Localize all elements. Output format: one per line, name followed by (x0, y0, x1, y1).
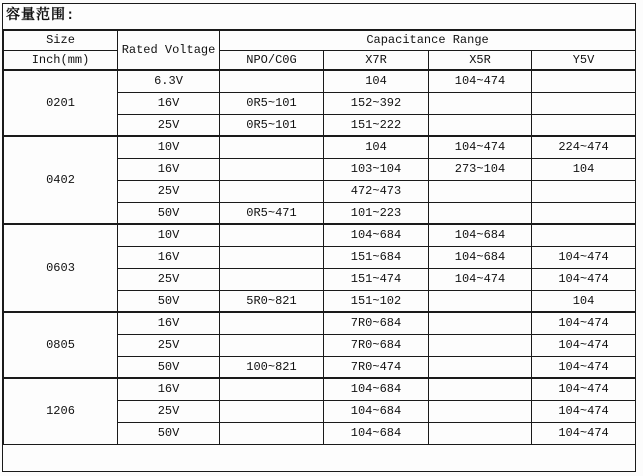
cell-y5v (532, 224, 636, 246)
cell-x7r: 7R0~684 (324, 334, 429, 356)
voltage-cell: 25V (118, 400, 220, 422)
voltage-cell: 50V (118, 356, 220, 378)
table-row (4, 70, 636, 92)
cell-y5v: 104~474 (532, 334, 636, 356)
cell-x7r: 104~684 (324, 400, 429, 422)
cell-x7r: 151~102 (324, 290, 429, 312)
cell-y5v (532, 114, 636, 136)
cell-x7r: 151~474 (324, 268, 429, 290)
document-frame (2, 3, 636, 472)
cell-x7r: 104~684 (324, 378, 429, 400)
table-row (4, 378, 636, 400)
cell-x5r: 273~104 (429, 158, 532, 180)
cell-y5v: 224~474 (532, 136, 636, 158)
cell-y5v: 104~474 (532, 356, 636, 378)
voltage-cell: 25V (118, 114, 220, 136)
cell-npo-cog (220, 422, 324, 444)
cell-x5r (429, 334, 532, 356)
cell-x7r: 104~684 (324, 224, 429, 246)
cell-x5r: 104~684 (429, 246, 532, 268)
voltage-cell: 50V (118, 290, 220, 312)
voltage-cell: 16V (118, 312, 220, 334)
cell-y5v (532, 70, 636, 92)
cell-x5r (429, 114, 532, 136)
cell-npo-cog: 100~821 (220, 356, 324, 378)
cell-x5r (429, 312, 532, 334)
header-inch-mm: Inch(mm) (4, 50, 118, 70)
cell-x5r (429, 378, 532, 400)
cell-y5v: 104~474 (532, 312, 636, 334)
cell-x5r (429, 356, 532, 378)
cell-x5r: 104~474 (429, 70, 532, 92)
cell-npo-cog (220, 268, 324, 290)
cell-y5v: 104~474 (532, 422, 636, 444)
voltage-cell: 50V (118, 202, 220, 224)
cell-npo-cog: 0R5~101 (220, 92, 324, 114)
cell-x5r (429, 400, 532, 422)
voltage-cell: 25V (118, 334, 220, 356)
table-row (4, 224, 636, 246)
cell-npo-cog (220, 136, 324, 158)
cell-x5r (429, 180, 532, 202)
voltage-cell: 16V (118, 378, 220, 400)
cell-y5v: 104~474 (532, 378, 636, 400)
voltage-cell: 10V (118, 136, 220, 158)
cell-x5r (429, 202, 532, 224)
cell-y5v: 104~474 (532, 246, 636, 268)
cell-x7r: 152~392 (324, 92, 429, 114)
page-title: 容量范围: (6, 8, 76, 24)
header-rated-voltage: Rated Voltage (118, 30, 220, 70)
header-x7r: X7R (324, 50, 429, 70)
voltage-cell: 25V (118, 268, 220, 290)
cell-x5r (429, 422, 532, 444)
table-row (4, 312, 636, 334)
voltage-cell: 10V (118, 224, 220, 246)
voltage-cell: 50V (118, 422, 220, 444)
header-size: Size (4, 30, 118, 50)
voltage-cell: 25V (118, 180, 220, 202)
cell-x5r (429, 290, 532, 312)
cell-y5v (532, 92, 636, 114)
cell-x5r: 104~684 (429, 224, 532, 246)
cell-y5v: 104~474 (532, 400, 636, 422)
cell-npo-cog (220, 70, 324, 92)
cell-npo-cog: 0R5~471 (220, 202, 324, 224)
cell-x7r: 104 (324, 136, 429, 158)
voltage-cell: 6.3V (118, 70, 220, 92)
size-cell-1206: 1206 (4, 378, 118, 444)
cell-x7r: 472~473 (324, 180, 429, 202)
cell-x5r: 104~474 (429, 136, 532, 158)
header-x5r: X5R (429, 50, 532, 70)
size-cell-0201: 0201 (4, 70, 118, 136)
cell-x7r: 7R0~474 (324, 356, 429, 378)
cell-npo-cog (220, 312, 324, 334)
cell-npo-cog (220, 246, 324, 268)
voltage-cell: 16V (118, 92, 220, 114)
cell-x7r: 7R0~684 (324, 312, 429, 334)
cell-x5r: 104~474 (429, 268, 532, 290)
cell-y5v: 104 (532, 290, 636, 312)
cell-npo-cog: 0R5~101 (220, 114, 324, 136)
cell-x7r: 101~223 (324, 202, 429, 224)
cell-x7r: 104~684 (324, 422, 429, 444)
cell-npo-cog: 5R0~821 (220, 290, 324, 312)
cell-x7r: 103~104 (324, 158, 429, 180)
voltage-cell: 16V (118, 158, 220, 180)
cell-x5r (429, 92, 532, 114)
cell-npo-cog (220, 180, 324, 202)
size-cell-0603: 0603 (4, 224, 118, 312)
cell-y5v: 104 (532, 158, 636, 180)
cell-npo-cog (220, 334, 324, 356)
cell-x7r: 104 (324, 70, 429, 92)
table-row (4, 136, 636, 158)
size-cell-0805: 0805 (4, 312, 118, 378)
cell-x7r: 151~684 (324, 246, 429, 268)
cell-npo-cog (220, 378, 324, 400)
cell-npo-cog (220, 158, 324, 180)
voltage-cell: 16V (118, 246, 220, 268)
cell-x7r: 151~222 (324, 114, 429, 136)
cell-y5v (532, 180, 636, 202)
capacitance-range-table (3, 29, 636, 445)
cell-npo-cog (220, 224, 324, 246)
header-y5v: Y5V (532, 50, 636, 70)
size-cell-0402: 0402 (4, 136, 118, 224)
cell-y5v (532, 202, 636, 224)
cell-y5v: 104~474 (532, 268, 636, 290)
header-capacitance-range: Capacitance Range (220, 30, 636, 50)
cell-npo-cog (220, 400, 324, 422)
header-npo-cog: NPO/C0G (220, 50, 324, 70)
